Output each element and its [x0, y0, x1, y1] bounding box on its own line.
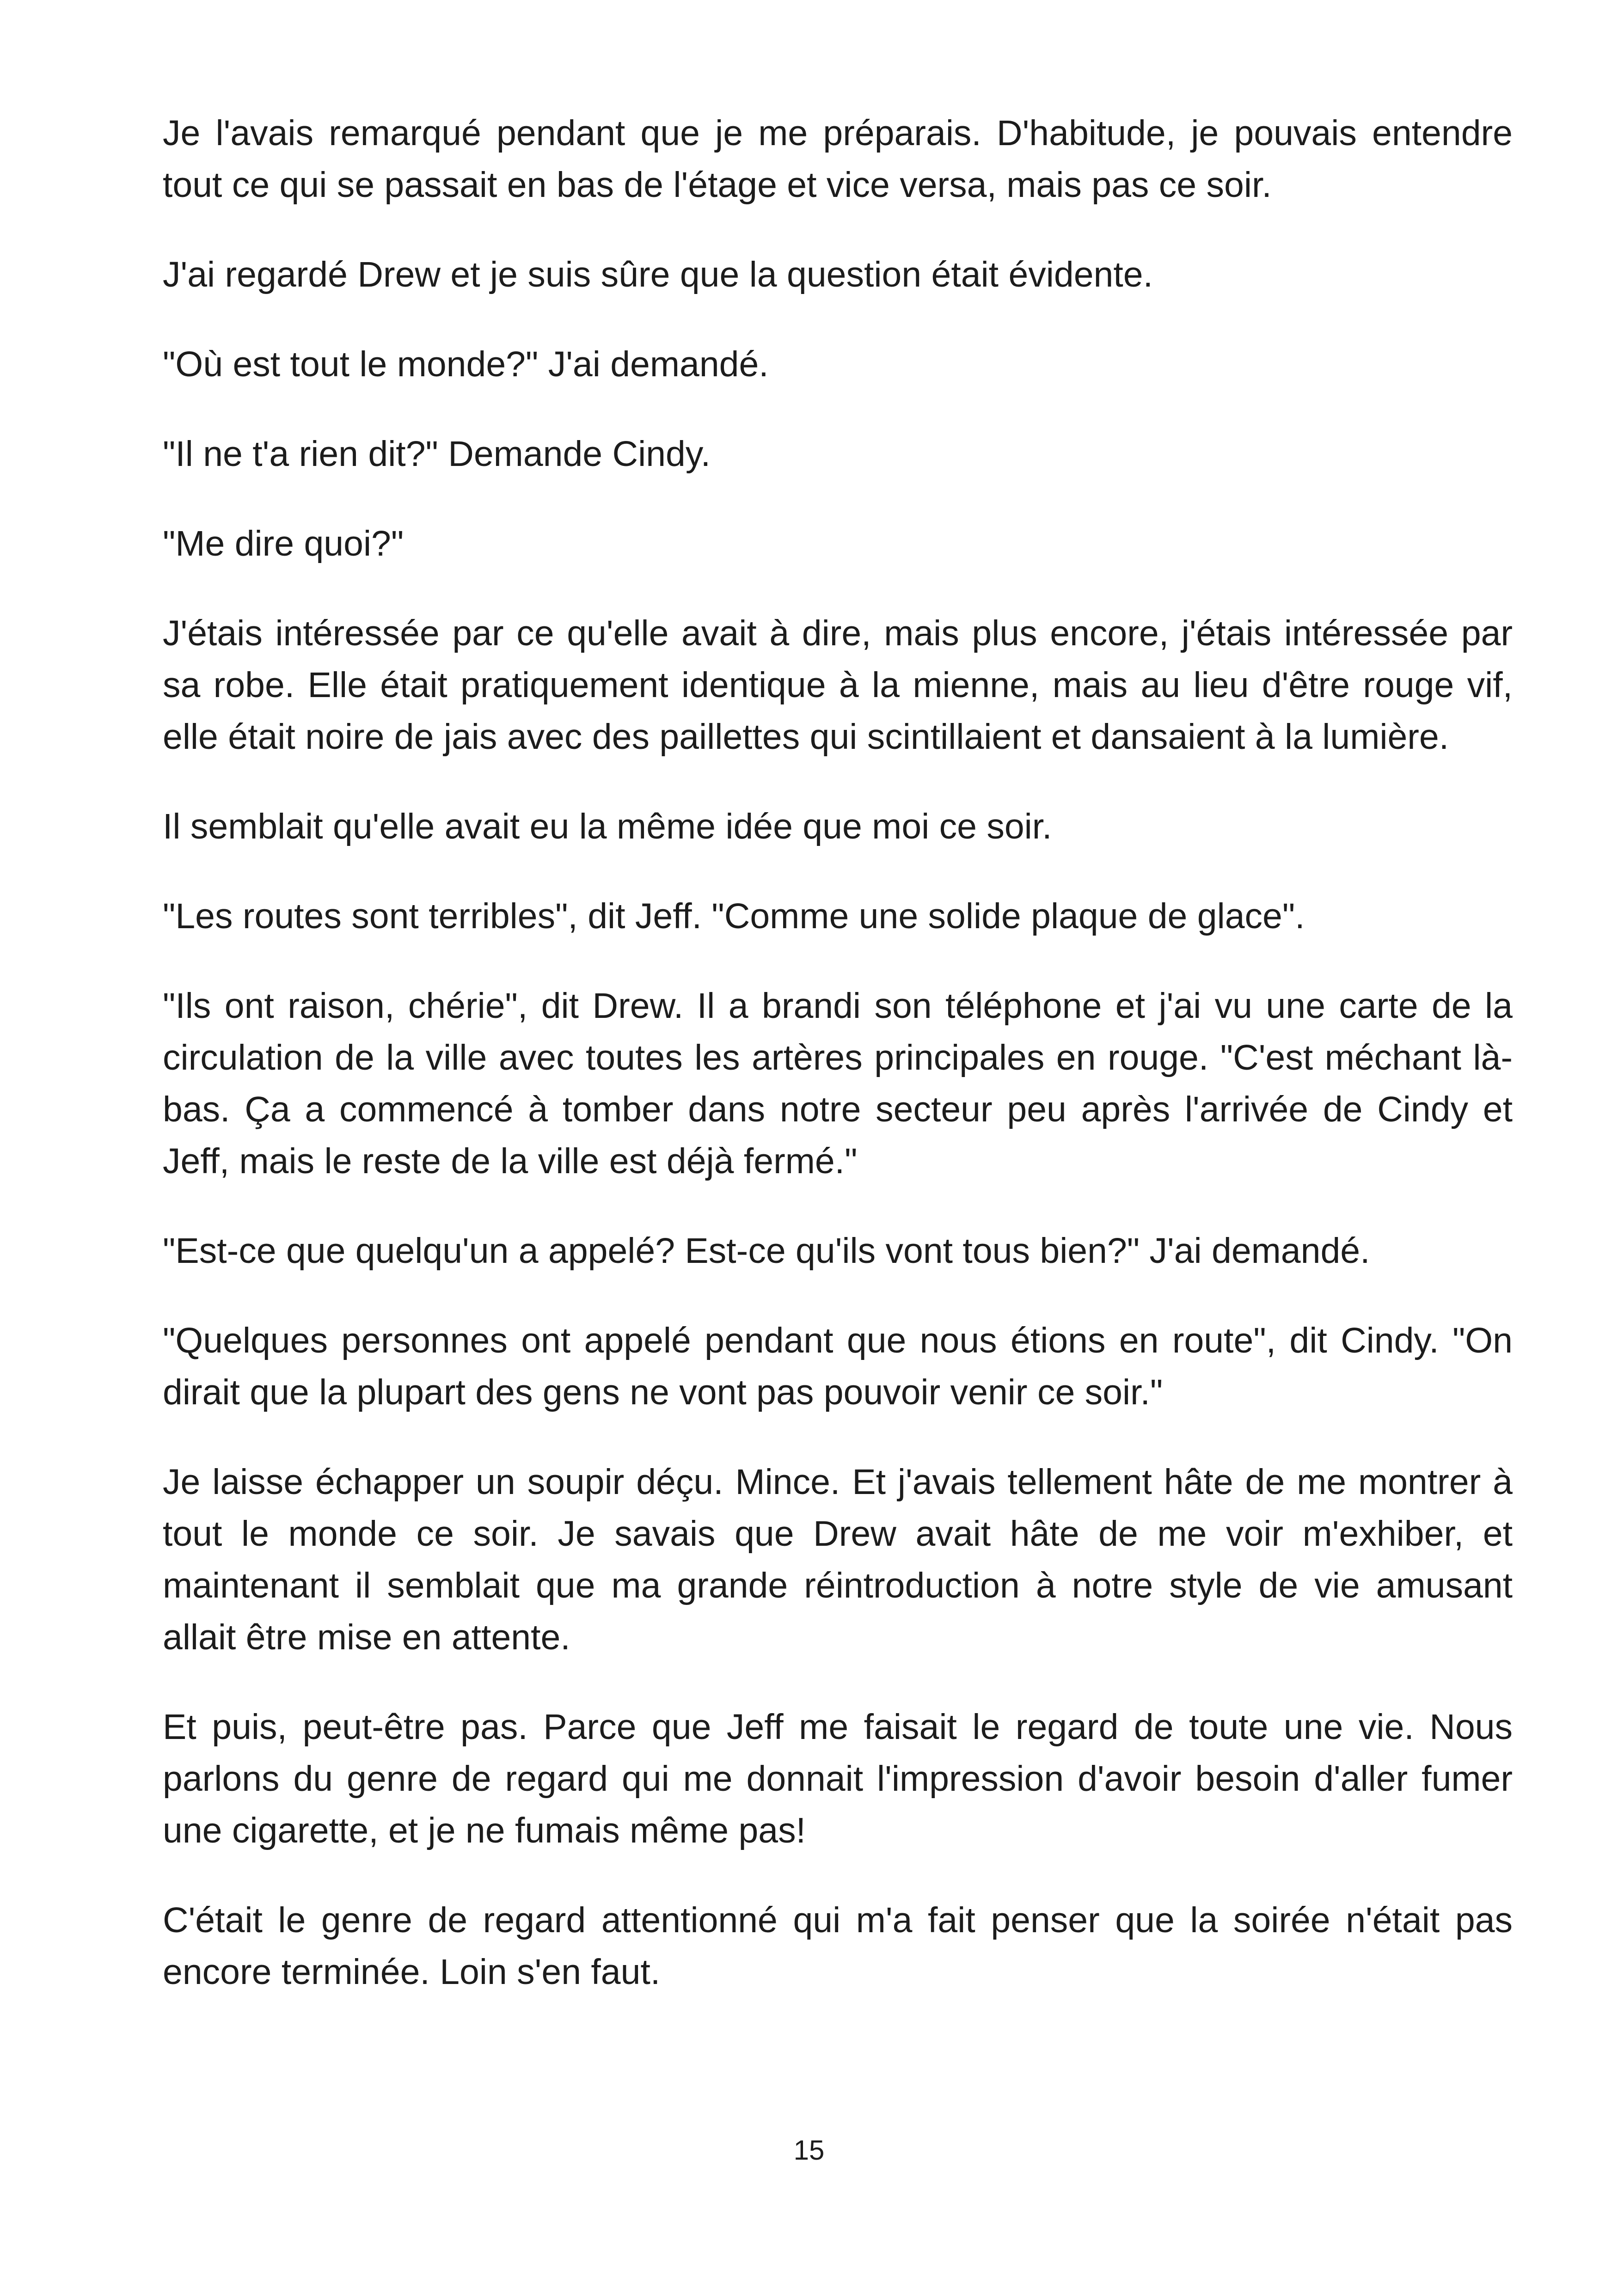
paragraph: Je l'avais remarqué pendant que je me préparais. D'habitude, je pouvais entendre tout ce qui se passait en bas de l'étage et vice versa, mais pas ce soir. — [163, 113, 1513, 205]
paragraph: J'étais intéressée par ce qu'elle avait à dire, mais plus encore, j'étais intéressée par sa robe. Elle était pratiquement identique à la mienne, mais au lieu d'être rouge vif, elle était noire de jais avec des paillettes qui scintillaient et dansaient à la lumière. — [163, 613, 1513, 757]
paragraph: J'ai regardé Drew et je suis sûre que la question était évidente. — [163, 255, 1153, 294]
paragraph: Et puis, peut-être pas. Parce que Jeff me faisait le regard de toute une vie. Nous parlons du genre de regard qui me donnait l'impression d'avoir besoin d'aller fumer une cigarette, et je ne fumais même pas! — [163, 1707, 1513, 1850]
paragraph: Je laisse échapper un soupir déçu. Mince. Et j'avais tellement hâte de me montrer à tout le monde ce soir. Je savais que Drew avait hâte de me voir m'exhiber, et maintenant il semblait que ma grande réintroduction à notre style de vie amusant allait être mise en attente. — [163, 1462, 1513, 1657]
paragraph: "Est-ce que quelqu'un a appelé? Est-ce qu'ils vont tous bien?" J'ai demandé. — [163, 1231, 1370, 1271]
body-text — [163, 107, 1513, 1998]
paragraph: "Me dire quoi?" — [163, 524, 404, 563]
paragraph: "Les routes sont terribles", dit Jeff. "Comme une solide plaque de glace". — [163, 896, 1305, 936]
paragraph: "Où est tout le monde?" J'ai demandé. — [163, 344, 769, 384]
paragraph: "Ils ont raison, chérie", dit Drew. Il a brandi son téléphone et j'ai vu une carte de la circulation de la ville avec toutes les artères principales en rouge. "C'est méchant là-bas. Ça a commencé à tomber dans notre secteur peu après l'arrivée de Cindy et Jeff, mais le reste de la ville est déjà fermé." — [163, 986, 1513, 1181]
paragraph: "Il ne t'a rien dit?" Demande Cindy. — [163, 434, 711, 474]
paragraph: "Quelques personnes ont appelé pendant que nous étions en route", dit Cindy. "On dirait que la plupart des gens ne vont pas pouvoir venir ce soir." — [163, 1321, 1513, 1412]
paragraph: Il semblait qu'elle avait eu la même idée que moi ce soir. — [163, 807, 1052, 846]
paragraph: C'était le genre de regard attentionné qui m'a fait penser que la soirée n'était pas encore terminée. Loin s'en faut. — [163, 1900, 1513, 1992]
page-number: 15 — [793, 2135, 825, 2166]
